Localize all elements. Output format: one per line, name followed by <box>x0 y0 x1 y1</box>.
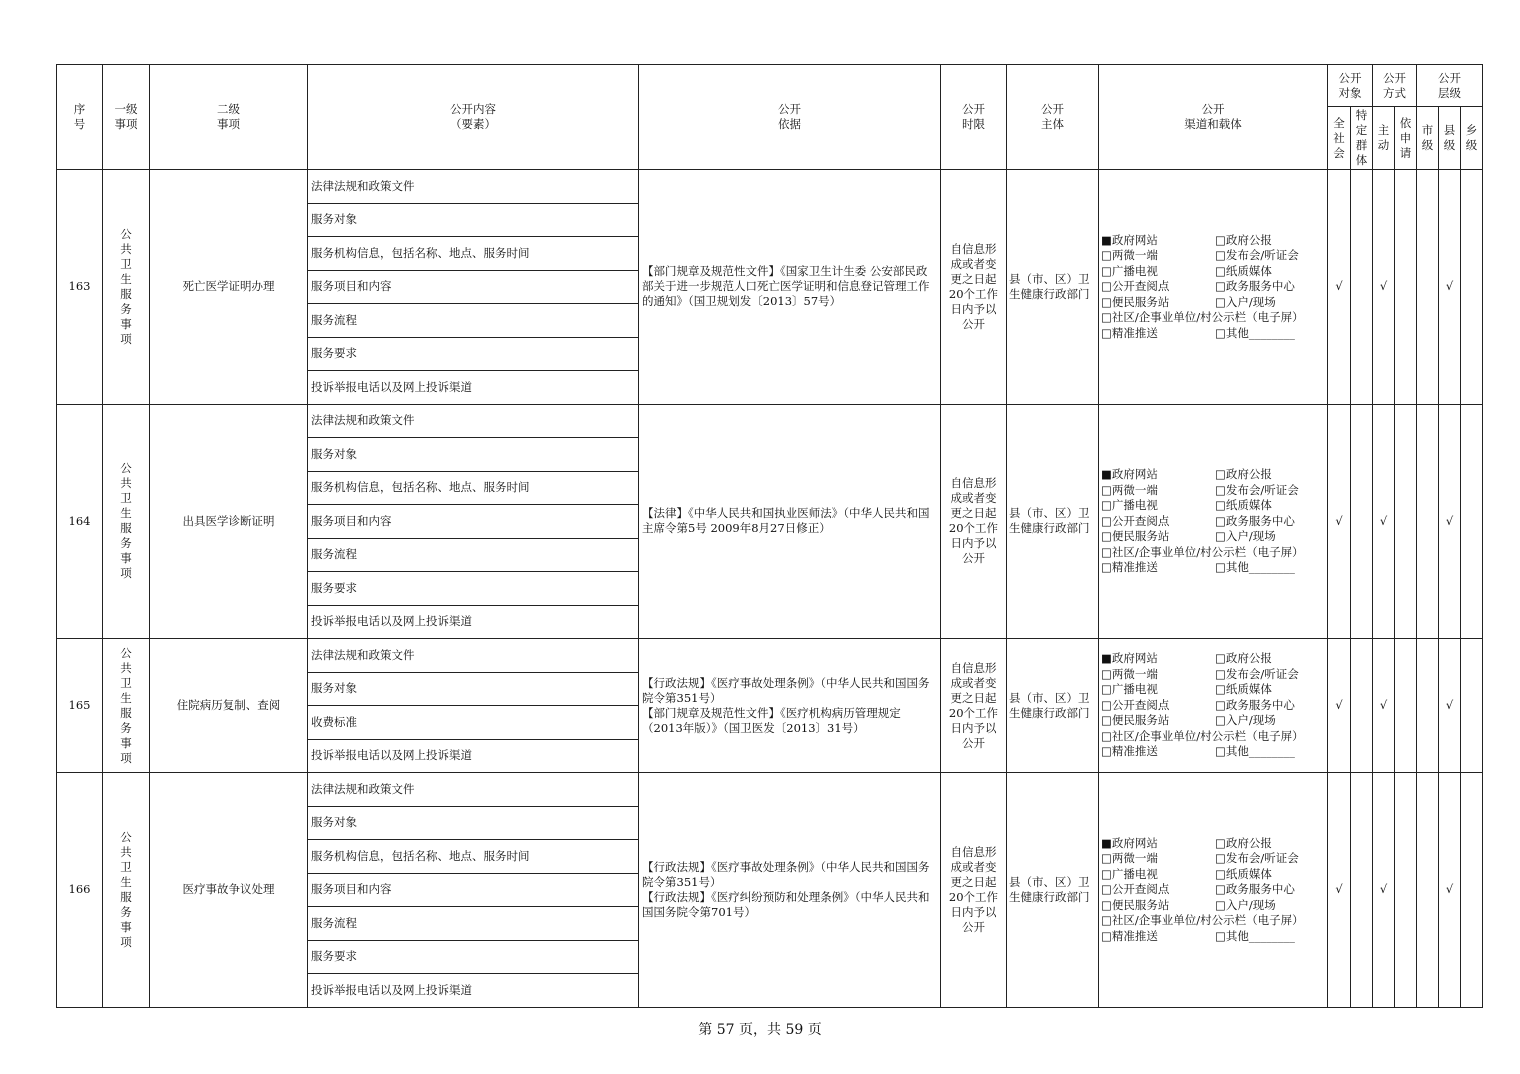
channel-option: □广播电视 <box>1101 866 1158 881</box>
channel-option: □两微一端 <box>1101 248 1158 262</box>
page-footer: 第 57 页，共 59 页 <box>698 1022 822 1038</box>
header-method-apply: 依 申 请 <box>1395 107 1417 170</box>
content-item: 服务机构信息，包括名称、地点、服务时间 <box>308 840 639 874</box>
channel-option: □社区/企事业单位/村公示栏（电子屏） <box>1101 913 1304 927</box>
seq-cell: 164 <box>57 404 103 639</box>
header-obj-specific: 特 定 群 体 <box>1351 107 1373 170</box>
content-item: 服务机构信息，包括名称、地点、服务时间 <box>308 471 639 505</box>
content-item: 法律法规和政策文件 <box>308 404 639 438</box>
subject-cell: 县（市、区）卫生健康行政部门 <box>1007 639 1099 773</box>
channel-option: □政府公报 <box>1215 835 1272 850</box>
header-lvl-city: 市 级 <box>1417 107 1439 170</box>
tick-specific <box>1351 404 1373 639</box>
channel-option: □入户/现场 <box>1215 713 1276 728</box>
header-lvl-town: 乡 级 <box>1461 107 1483 170</box>
tick-apply <box>1395 404 1417 639</box>
channel-option: □政务服务中心 <box>1215 513 1295 528</box>
content-item: 投诉举报电话以及网上投诉渠道 <box>308 974 639 1008</box>
tick-apply <box>1395 170 1417 405</box>
channel-option: □发布会/听证会 <box>1215 666 1299 681</box>
channel-option: □公开查阅点 <box>1101 513 1170 528</box>
channel-option: ■政府网站 <box>1101 467 1158 481</box>
content-item: 收费标准 <box>308 706 639 740</box>
tick-active: √ <box>1373 773 1395 1008</box>
level1-cell: 公 共 卫 生 服 务 事 项 <box>103 773 150 1008</box>
tick-city <box>1417 404 1439 639</box>
tick-city <box>1417 170 1439 405</box>
channel-option: □政务服务中心 <box>1215 697 1295 712</box>
content-item: 服务流程 <box>308 304 639 338</box>
subject-cell: 县（市、区）卫生健康行政部门 <box>1007 404 1099 639</box>
level2-cell: 死亡医学证明办理 <box>150 170 308 405</box>
level1-cell: 公 共 卫 生 服 务 事 项 <box>103 404 150 639</box>
channel-option: □精准推送 <box>1101 744 1158 759</box>
content-item: 服务对象 <box>308 438 639 472</box>
tick-county: √ <box>1439 773 1461 1008</box>
channel-option: □入户/现场 <box>1215 294 1276 309</box>
tick-town <box>1461 773 1483 1008</box>
channel-option: □便民服务站 <box>1101 897 1170 912</box>
header-method-group: 公开 方式 <box>1373 65 1417 107</box>
header-lvl-county: 县 级 <box>1439 107 1461 170</box>
channel-option: ■政府网站 <box>1101 232 1158 247</box>
content-item: 服务要求 <box>308 572 639 606</box>
tick-all: √ <box>1328 639 1351 773</box>
disclosure-table <box>56 64 1483 1008</box>
basis-cell: 【行政法规】《医疗事故处理条例》（中华人民共和国国务院令第351号） 【部门规章及规范性文件】《医疗机构病历管理规定（2013年版）》（国卫医发〔2013〕31号） <box>639 639 941 773</box>
channel-option: □两微一端 <box>1101 482 1158 497</box>
header-level2: 二级 事项 <box>150 65 308 170</box>
tick-county: √ <box>1439 639 1461 773</box>
content-item: 服务流程 <box>308 907 639 941</box>
channel-option: □精准推送 <box>1101 560 1158 574</box>
time-limit-cell: 自信息形 成或者变 更之日起 20个工作 日内予以 公开 <box>941 404 1007 639</box>
channel-option: □便民服务站 <box>1101 713 1170 728</box>
time-limit-cell: 自信息形 成或者变 更之日起 20个工作 日内予以 公开 <box>941 773 1007 1008</box>
basis-cell: 【行政法规】《医疗事故处理条例》（中华人民共和国国务院令第351号） 【行政法规】《医疗纠纷预防和处理条例》（中华人民共和国国务院令第701号） <box>639 773 941 1008</box>
channel-option: □发布会/听证会 <box>1215 248 1299 262</box>
channel-cell <box>1099 773 1328 1008</box>
table-row <box>57 170 1483 204</box>
channel-list <box>1101 233 1325 342</box>
channel-option: □两微一端 <box>1101 666 1158 681</box>
channel-option: □入户/现场 <box>1215 529 1276 543</box>
content-item: 法律法规和政策文件 <box>308 170 639 204</box>
channel-option: ■政府网站 <box>1101 835 1158 850</box>
basis-cell: 【部门规章及规范性文件】《国家卫生计生委 公安部民政部关于进一步规范人口死亡医学证明和信息登记管理工作的通知》（国卫规划发〔2013〕57号） <box>639 170 941 405</box>
tick-specific <box>1351 639 1373 773</box>
channel-option: □其他________ <box>1215 928 1295 943</box>
header-obj-all: 全 社 会 <box>1328 107 1351 170</box>
channel-option: □社区/企事业单位/村公示栏（电子屏） <box>1101 544 1304 559</box>
tick-apply <box>1395 773 1417 1008</box>
channel-option: □公开查阅点 <box>1101 279 1170 293</box>
level1-cell: 公 共 卫 生 服 务 事 项 <box>103 170 150 405</box>
channel-option: □纸质媒体 <box>1215 682 1272 697</box>
basis-cell: 【法律】《中华人民共和国执业医师法》（中华人民共和国主席令第5号 2009年8月27日修正） <box>639 404 941 639</box>
time-limit-cell: 自信息形 成或者变 更之日起 20个工作 日内予以 公开 <box>941 170 1007 405</box>
content-item: 服务项目和内容 <box>308 505 639 539</box>
channel-option: □精准推送 <box>1101 325 1158 340</box>
tick-active: √ <box>1373 639 1395 773</box>
channel-option: □精准推送 <box>1101 928 1158 943</box>
seq-cell: 166 <box>57 773 103 1008</box>
channel-option: □社区/企事业单位/村公示栏（电子屏） <box>1101 310 1304 324</box>
channel-option: □发布会/听证会 <box>1215 851 1299 865</box>
channel-option: □纸质媒体 <box>1215 498 1272 512</box>
content-item: 服务项目和内容 <box>308 270 639 304</box>
channel-option: □政府公报 <box>1215 467 1272 481</box>
tick-all: √ <box>1328 773 1351 1008</box>
channel-list <box>1101 651 1325 760</box>
tick-active: √ <box>1373 170 1395 405</box>
channel-list <box>1101 836 1325 945</box>
content-item: 服务机构信息，包括名称、地点、服务时间 <box>308 237 639 271</box>
header-time-limit: 公开 时限 <box>941 65 1007 170</box>
content-item: 投诉举报电话以及网上投诉渠道 <box>308 605 639 639</box>
table-row <box>57 404 1483 438</box>
header-channel: 公开 渠道和载体 <box>1099 65 1328 170</box>
header-method-active: 主 动 <box>1373 107 1395 170</box>
channel-cell <box>1099 639 1328 773</box>
content-item: 服务对象 <box>308 672 639 706</box>
content-item: 投诉举报电话以及网上投诉渠道 <box>308 739 639 773</box>
channel-option: □政府公报 <box>1215 651 1272 666</box>
level2-cell: 出具医学诊断证明 <box>150 404 308 639</box>
tick-apply <box>1395 639 1417 773</box>
tick-city <box>1417 639 1439 773</box>
header-level-group: 公开 层级 <box>1417 65 1483 107</box>
tick-all: √ <box>1328 404 1351 639</box>
tick-county: √ <box>1439 404 1461 639</box>
tick-specific <box>1351 170 1373 405</box>
channel-option: □纸质媒体 <box>1215 866 1272 881</box>
content-item: 服务流程 <box>308 538 639 572</box>
subject-cell: 县（市、区）卫生健康行政部门 <box>1007 170 1099 405</box>
channel-cell <box>1099 404 1328 639</box>
table-row <box>57 773 1483 807</box>
level2-cell: 住院病历复制、查阅 <box>150 639 308 773</box>
channel-cell <box>1099 170 1328 405</box>
content-item: 服务对象 <box>308 806 639 840</box>
channel-option: □广播电视 <box>1101 682 1158 697</box>
table-row <box>57 639 1483 673</box>
channel-option: ■政府网站 <box>1101 651 1158 666</box>
level2-cell: 医疗事故争议处理 <box>150 773 308 1008</box>
level1-cell: 公 共 卫 生 服 务 事 项 <box>103 639 150 773</box>
tick-town <box>1461 404 1483 639</box>
tick-town <box>1461 639 1483 773</box>
header-subject: 公开 主体 <box>1007 65 1099 170</box>
content-item: 服务要求 <box>308 940 639 974</box>
time-limit-cell: 自信息形 成或者变 更之日起 20个工作 日内予以 公开 <box>941 639 1007 773</box>
channel-option: □其他________ <box>1215 325 1295 340</box>
channel-option: □便民服务站 <box>1101 294 1170 309</box>
channel-list <box>1101 467 1325 576</box>
tick-town <box>1461 170 1483 405</box>
channel-option: □便民服务站 <box>1101 529 1170 543</box>
channel-option: □其他________ <box>1215 560 1295 574</box>
tick-county: √ <box>1439 170 1461 405</box>
seq-cell: 163 <box>57 170 103 405</box>
header-content: 公开内容 （要素） <box>308 65 639 170</box>
channel-option: □两微一端 <box>1101 851 1158 865</box>
channel-option: □公开查阅点 <box>1101 882 1170 896</box>
tick-specific <box>1351 773 1373 1008</box>
channel-option: □入户/现场 <box>1215 897 1276 912</box>
header-basis: 公开 依据 <box>639 65 941 170</box>
channel-option: □政府公报 <box>1215 232 1272 247</box>
tick-active: √ <box>1373 404 1395 639</box>
channel-option: □社区/企事业单位/村公示栏（电子屏） <box>1101 728 1304 743</box>
header-level1: 一级 事项 <box>103 65 150 170</box>
channel-option: □发布会/听证会 <box>1215 482 1299 497</box>
content-item: 法律法规和政策文件 <box>308 773 639 807</box>
channel-option: □广播电视 <box>1101 263 1158 278</box>
seq-cell: 165 <box>57 639 103 773</box>
content-item: 法律法规和政策文件 <box>308 639 639 673</box>
content-item: 服务项目和内容 <box>308 873 639 907</box>
channel-option: □纸质媒体 <box>1215 263 1272 278</box>
channel-option: □政务服务中心 <box>1215 882 1295 896</box>
content-item: 服务对象 <box>308 203 639 237</box>
tick-all: √ <box>1328 170 1351 405</box>
tick-city <box>1417 773 1439 1008</box>
header-object-group: 公开 对象 <box>1328 65 1373 107</box>
content-item: 投诉举报电话以及网上投诉渠道 <box>308 371 639 405</box>
header-seq: 序 号 <box>57 65 103 170</box>
channel-option: □其他________ <box>1215 744 1295 759</box>
channel-option: □公开查阅点 <box>1101 697 1170 712</box>
subject-cell: 县（市、区）卫生健康行政部门 <box>1007 773 1099 1008</box>
content-item: 服务要求 <box>308 337 639 371</box>
channel-option: □政务服务中心 <box>1215 279 1295 293</box>
channel-option: □广播电视 <box>1101 498 1158 512</box>
